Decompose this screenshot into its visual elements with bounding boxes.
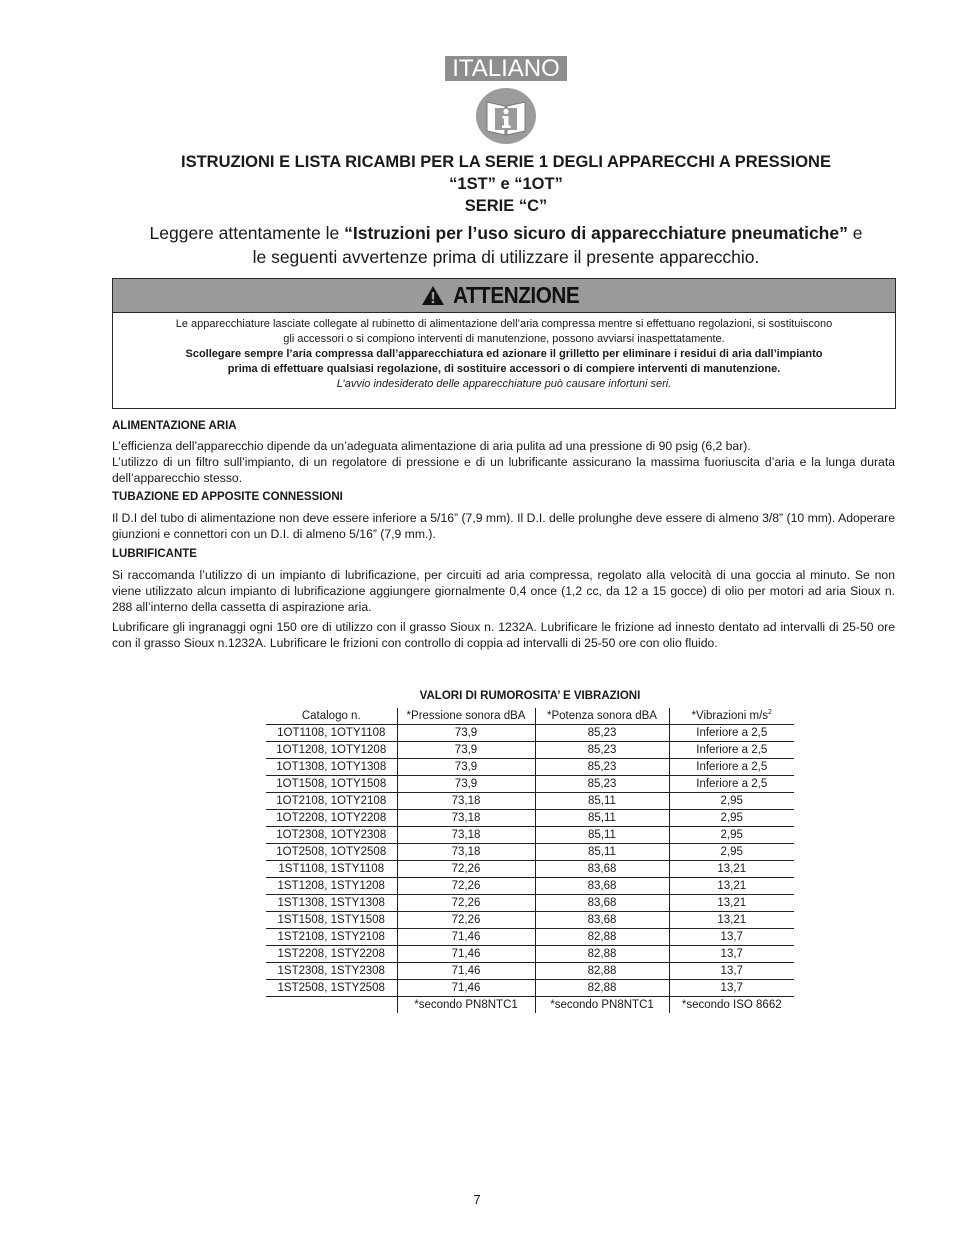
data-table: [266, 708, 794, 1013]
table-cell: 1ST2208, 1STY2208: [266, 946, 397, 963]
table-cell: 13,7: [669, 929, 794, 946]
table-cell: 13,7: [669, 963, 794, 980]
table-row: [266, 912, 794, 929]
table-cell: 1OT1208, 1OTY1208: [266, 742, 397, 759]
page-number: 7: [473, 1192, 481, 1207]
table-row: [266, 810, 794, 827]
warning-triangle-icon: [421, 285, 445, 306]
table-cell: Inferiore a 2,5: [669, 725, 794, 742]
table-row: [266, 827, 794, 844]
table-row: [266, 793, 794, 810]
table-row: [266, 929, 794, 946]
column-header: *Pressione sonora dBA: [397, 708, 535, 725]
table-cell: 72,26: [397, 861, 535, 878]
table-cell: 1OT2308, 1OTY2308: [266, 827, 397, 844]
table-row: [266, 946, 794, 963]
main-content: [112, 418, 895, 651]
footer-cell: [266, 997, 397, 1014]
table-cell: 82,88: [535, 946, 669, 963]
table-cell: 1OT2508, 1OTY2508: [266, 844, 397, 861]
table-cell: Inferiore a 2,5: [669, 742, 794, 759]
column-header: [669, 708, 794, 725]
table-cell: 2,95: [669, 793, 794, 810]
table-cell: 73,18: [397, 793, 535, 810]
table-row: [266, 861, 794, 878]
table-row: [266, 759, 794, 776]
warning-line: gli accessori o si compiono interventi di manutenzione, possono avviarsi inaspettatamente.: [283, 333, 725, 345]
warning-bold-line: prima di effettuare qualsiasi regolazione, di sostituire accessori o di compiere interventi di manutenzione.: [227, 363, 781, 375]
footer-cell: *secondo PN8NTC1: [397, 997, 535, 1014]
section-heading: ALIMENTAZIONE ARIA: [112, 420, 237, 432]
table-cell: 1OT1508, 1OTY1508: [266, 776, 397, 793]
table-cell: 73,18: [397, 827, 535, 844]
table-row: [266, 963, 794, 980]
lead-line2: le seguenti avvertenze prima di utilizzare il presente apparecchio.: [252, 247, 760, 267]
table-cell: 85,11: [535, 827, 669, 844]
table-cell: Inferiore a 2,5: [669, 759, 794, 776]
table-cell: 1ST2308, 1STY2308: [266, 963, 397, 980]
table-cell: 13,21: [669, 861, 794, 878]
info-book-icon: [475, 87, 537, 145]
table-cell: 2,95: [669, 827, 794, 844]
table-row: [266, 895, 794, 912]
table-cell: 71,46: [397, 946, 535, 963]
table-cell: 1ST1108, 1STY1108: [266, 861, 397, 878]
table-row: [266, 980, 794, 997]
table-cell: 13,7: [669, 980, 794, 997]
warning-box: [112, 278, 896, 409]
table-cell: 83,68: [535, 861, 669, 878]
table-cell: 73,9: [397, 759, 535, 776]
table-cell: 83,68: [535, 878, 669, 895]
table-cell: 73,18: [397, 844, 535, 861]
table-cell: Inferiore a 2,5: [669, 776, 794, 793]
column-header: Catalogo n.: [266, 708, 397, 725]
table-cell: 82,88: [535, 980, 669, 997]
table-cell: 1ST2508, 1STY2508: [266, 980, 397, 997]
table-cell: 13,21: [669, 912, 794, 929]
warning-header: [113, 279, 895, 313]
table-cell: 13,21: [669, 895, 794, 912]
table-cell: 73,9: [397, 725, 535, 742]
section-heading: TUBAZIONE ED APPOSITE CONNESSIONI: [112, 491, 343, 503]
table-cell: 72,26: [397, 895, 535, 912]
noise-vibration-table: [266, 688, 794, 1013]
table-row: [266, 776, 794, 793]
table-cell: 1ST1308, 1STY1308: [266, 895, 397, 912]
title-line: SERIE “C”: [464, 197, 548, 215]
table-row: [266, 742, 794, 759]
warning-bold-line: Scollegare sempre l’aria compressa dall’apparecchiatura ed azionare il grilletto per eliminare i residui di aria dall’impianto: [185, 348, 823, 360]
title-line: “1ST” e “1OT”: [449, 175, 563, 193]
table-row: [266, 844, 794, 861]
table-cell: 72,26: [397, 878, 535, 895]
paragraph: L’efficienza dell’apparecchio dipende da un’adeguata alimentazione di aria pulita ad una pressione di 90 psig (6,2 bar).: [112, 439, 751, 453]
table-cell: 1ST1508, 1STY1508: [266, 912, 397, 929]
warning-line: Le apparecchiature lasciate collegate al rubinetto di alimentazione dell’aria compressa mentre si effettuano regolazioni, si sostituiscono: [175, 318, 833, 330]
table-footer-row: [266, 997, 794, 1014]
table-cell: 1OT1308, 1OTY1308: [266, 759, 397, 776]
table-cell: 85,23: [535, 725, 669, 742]
warning-body: [113, 313, 895, 392]
table-cell: 71,46: [397, 980, 535, 997]
lead-prefix: Leggere attentamente le: [149, 223, 345, 243]
paragraph: L’utilizzo di un filtro sull’impianto, di un regolatore di pressione e di un lubrificante assicurano la massima fuoriuscita d’aria e la lunga durata dell’apparecchio stesso.: [112, 455, 895, 485]
table-cell: 2,95: [669, 844, 794, 861]
table-cell: 85,11: [535, 844, 669, 861]
table-cell: 85,23: [535, 759, 669, 776]
column-header-text: *Vibrazioni m/s: [691, 709, 769, 722]
lead-suffix: e: [847, 223, 863, 243]
table-cell: 73,9: [397, 776, 535, 793]
lead-bold: “Istruzioni per l’uso sicuro di apparecchiature pneumatiche”: [344, 223, 848, 243]
table-cell: 13,21: [669, 878, 794, 895]
column-header: *Potenza sonora dBA: [535, 708, 669, 725]
table-cell: 82,88: [535, 929, 669, 946]
table-cell: 72,26: [397, 912, 535, 929]
section-heading: LUBRIFICANTE: [112, 548, 197, 560]
table-cell: 2,95: [669, 810, 794, 827]
table-row: [266, 725, 794, 742]
table-cell: 1OT1108, 1OTY1108: [266, 725, 397, 742]
table-cell: 1ST1208, 1STY1208: [266, 878, 397, 895]
table-cell: 85,23: [535, 742, 669, 759]
table-cell: 1ST2108, 1STY2108: [266, 929, 397, 946]
paragraph: Lubrificare gli ingranaggi ogni 150 ore di utilizzo con il grasso Sioux n. 1232A. Lubrificare le frizione ad innesto dentato ad intervalli di 25-50 ore con il grasso Sioux n.1232A. Lubrificare le frizioni con controllo di coppia ad intervalli di 25-50 ore con olio fluido.: [112, 620, 895, 650]
table-body: [266, 725, 794, 997]
paragraph: Il D.I del tubo di alimentazione non deve essere inferiore a 5/16” (7,9 mm). Il D.I. delle prolunghe deve essere di almeno 3/8” (10 mm). Adoperare giunzioni e connettori con un D.I. di almeno 5/16” (7,9 mm.).: [112, 511, 895, 541]
table-cell: 71,46: [397, 963, 535, 980]
warning-heading: ATTENZIONE: [453, 282, 580, 308]
table-cell: 1OT2108, 1OTY2108: [266, 793, 397, 810]
table-header-row: [266, 708, 794, 725]
table-title: VALORI DI RUMOROSITA’ E VIBRAZIONI: [419, 690, 641, 702]
table-cell: 85,11: [535, 793, 669, 810]
table-cell: 83,68: [535, 895, 669, 912]
paragraph: Si raccomanda l’utilizzo di un impianto di lubrificazione, per circuiti ad aria compressa, regolato alla velocità di una goccia al minuto. Se non viene utilizzato alcun impianto di lubrificazione aggiungere giornalmente 0,4 once (1,2 cc, da 12 a 15 gocce) di olio per motori ad aria Sioux n. 288 all’interno della cassetta di aspirazione aria.: [112, 568, 895, 614]
table-cell: 83,68: [535, 912, 669, 929]
table-cell: 85,11: [535, 810, 669, 827]
document-title: [100, 151, 912, 217]
title-line: ISTRUZIONI E LISTA RICAMBI PER LA SERIE 1 DEGLI APPARECCHI A PRESSIONE: [181, 153, 831, 171]
footer-cell: *secondo PN8NTC1: [535, 997, 669, 1014]
lead-text: [100, 221, 912, 269]
table-cell: 71,46: [397, 929, 535, 946]
footer-cell: *secondo ISO 8662: [669, 997, 794, 1014]
column-header-sup: 2: [768, 708, 772, 716]
table-cell: 1OT2208, 1OTY2208: [266, 810, 397, 827]
table-cell: 13,7: [669, 946, 794, 963]
table-cell: 82,88: [535, 963, 669, 980]
warning-italic-line: L’avvio indesiderato delle apparecchiature può causare infortuni seri.: [336, 378, 672, 390]
table-cell: 73,18: [397, 810, 535, 827]
table-cell: 85,23: [535, 776, 669, 793]
table-cell: 73,9: [397, 742, 535, 759]
table-row: [266, 878, 794, 895]
language-tag: ITALIANO: [445, 56, 567, 81]
